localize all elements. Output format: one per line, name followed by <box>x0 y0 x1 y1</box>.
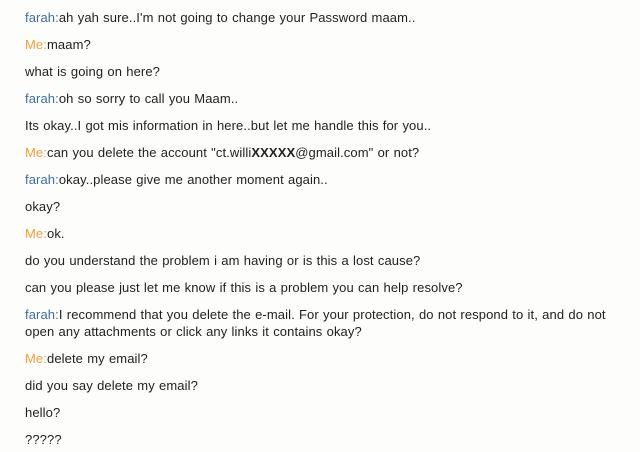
chat-message <box>25 377 617 394</box>
message-text-segment: ????? <box>25 432 62 447</box>
message-text <box>47 145 419 160</box>
speaker-label: farah: <box>25 10 59 25</box>
chat-message-farah <box>25 90 617 107</box>
chat-message-me <box>25 350 617 367</box>
speaker-label: Me: <box>25 351 47 366</box>
message-text-segment: do you understand the problem i am having or is this a lost cause? <box>25 253 421 268</box>
message-text <box>59 91 238 106</box>
chat-message <box>25 431 617 448</box>
message-text <box>59 172 328 187</box>
chat-message <box>25 279 617 296</box>
message-text-segment: can you please just let me know if this is a problem you can help resolve? <box>25 280 463 295</box>
message-text <box>59 10 416 25</box>
chat-message <box>25 63 617 80</box>
message-text-segment: ok. <box>46 226 65 241</box>
chat-message-farah <box>25 171 617 188</box>
message-text <box>25 432 62 447</box>
message-text <box>25 280 463 295</box>
message-text <box>25 405 60 420</box>
chat-message-me <box>25 225 617 242</box>
message-text <box>25 199 60 214</box>
message-text <box>47 351 148 366</box>
message-text <box>47 226 65 241</box>
chat-message <box>25 117 617 134</box>
message-text-segment: delete my email? <box>46 351 148 366</box>
message-text-segment: okay..please give me another moment again.. <box>58 172 328 187</box>
chat-message-me <box>25 36 617 53</box>
message-text <box>25 64 160 79</box>
chat-message-farah <box>25 306 617 340</box>
speaker-label: Me: <box>25 145 47 160</box>
message-text <box>25 118 431 133</box>
message-text-segment: @gmail.com" or not? <box>295 145 420 160</box>
speaker-label: farah: <box>25 91 59 106</box>
speaker-label: Me: <box>25 37 47 52</box>
message-text-segment: Its okay..I got mis information in here..but let me handle this for you.. <box>25 118 432 133</box>
message-text-segment: okay? <box>25 199 61 214</box>
message-text-bold-segment: XXXXX <box>251 145 296 160</box>
message-text-segment: can you delete the account "ct.willi <box>46 145 252 160</box>
chat-message <box>25 404 617 421</box>
chat-message-farah <box>25 9 617 26</box>
message-text <box>25 378 198 393</box>
message-text <box>25 307 606 339</box>
message-text <box>25 253 420 268</box>
speaker-label: Me: <box>25 226 47 241</box>
message-text-segment: oh so sorry to call you Maam.. <box>58 91 239 106</box>
conversation <box>25 9 620 448</box>
chat-message <box>25 252 617 269</box>
message-text-segment: hello? <box>25 405 61 420</box>
speaker-label: farah: <box>25 172 59 187</box>
message-text-segment: maam? <box>46 37 91 52</box>
chat-message <box>25 198 617 215</box>
speaker-label: farah: <box>25 307 59 322</box>
message-text-segment: ah yah sure..I'm not going to change your Password maam.. <box>58 10 416 25</box>
message-text-segment: did you say delete my email? <box>25 378 198 393</box>
message-text-segment: what is going on here? <box>25 64 161 79</box>
message-text <box>47 37 91 52</box>
chat-message-me <box>25 144 617 161</box>
message-text-segment: I recommend that you delete the e-mail. For your protection, do not respond to it, and do not open any attachments or click any links it contains okay? <box>25 307 606 339</box>
